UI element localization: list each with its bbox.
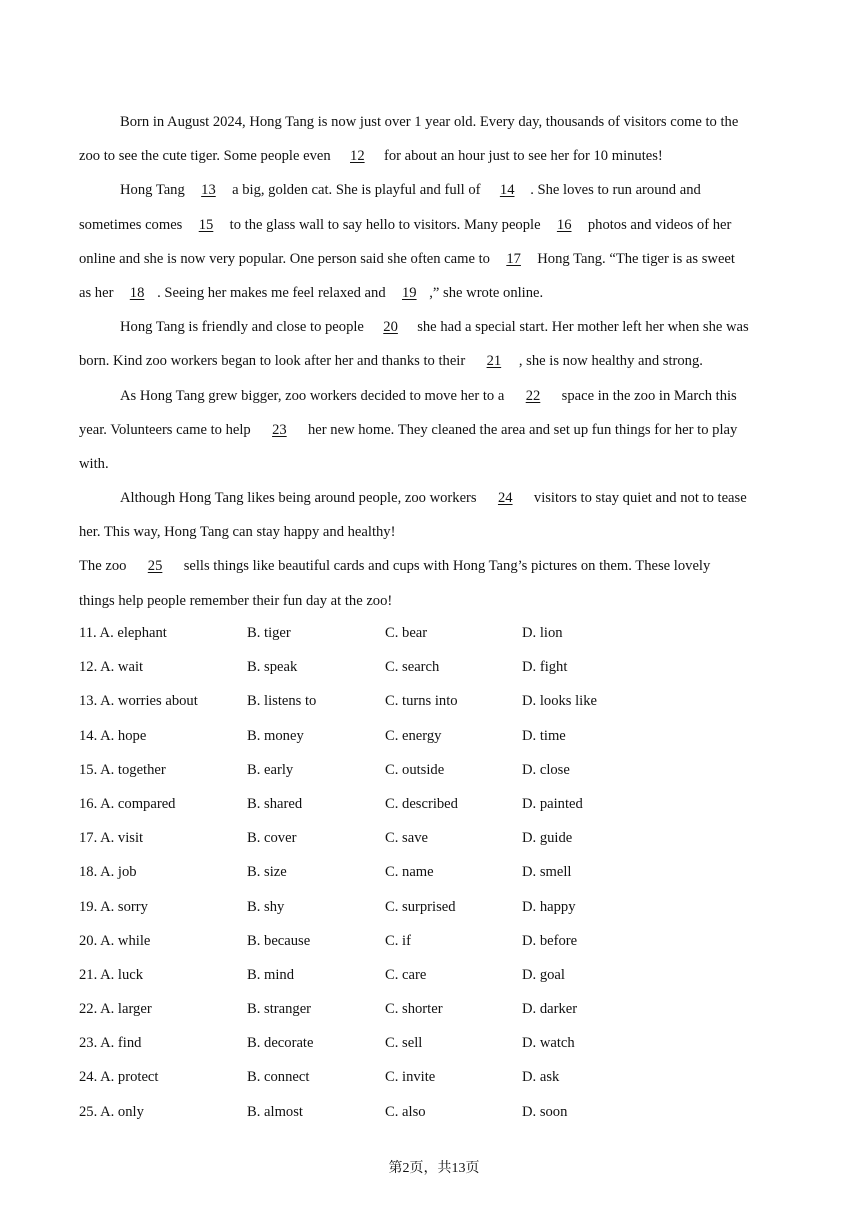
- passage-text: for about an hour just to see her for 10 minutes!: [380, 148, 663, 165]
- option-d: D. looks like: [522, 693, 597, 710]
- blank-21: 21: [486, 353, 502, 370]
- option-c: C. name: [385, 864, 434, 881]
- blank-17: 17: [506, 250, 521, 267]
- option-c: C. if: [385, 932, 411, 949]
- blank-14: 14: [499, 182, 515, 199]
- option-d: D. lion: [522, 625, 563, 641]
- option-c: C. outside: [385, 761, 445, 778]
- option-a: 20. A. while: [79, 932, 151, 949]
- option-a: 25. A. only: [79, 1103, 144, 1120]
- passage-line: [79, 518, 789, 552]
- passage-line: [79, 347, 789, 381]
- passage-line: [79, 484, 789, 518]
- passage-line: [79, 416, 789, 450]
- passage-text: . She loves to run around and: [530, 182, 701, 199]
- blank-12: 12: [350, 148, 365, 165]
- passage-text: zoo to see the cute tiger. Some people even: [79, 148, 335, 165]
- passage-text: born. Kind zoo workers began to look after her and thanks to their: [79, 353, 469, 370]
- option-d: D. fight: [522, 659, 568, 676]
- blank-24: 24: [497, 490, 513, 507]
- option-a: 11. A. elephant: [79, 625, 167, 641]
- blank-15: 15: [198, 216, 214, 233]
- option-a: 22. A. larger: [79, 1001, 152, 1018]
- option-b: B. mind: [247, 966, 295, 983]
- passage-line: [79, 313, 789, 347]
- option-a: 17. A. visit: [79, 830, 144, 847]
- option-a: 14. A. hope: [79, 727, 147, 744]
- option-c: C. sell: [385, 1035, 423, 1052]
- blank-20: 20: [383, 319, 398, 336]
- passage-line: [79, 211, 789, 245]
- option-b: B. cover: [247, 830, 297, 847]
- option-c: C. save: [385, 830, 428, 847]
- blank-23: 23: [272, 421, 287, 438]
- passage-text: she had a special start. Her mother left her when she was: [413, 319, 749, 336]
- page-footer: 第2页，共13页: [388, 1161, 480, 1176]
- passage-line: [79, 108, 789, 142]
- option-b: B. stranger: [247, 1001, 312, 1018]
- option-a: 18. A. job: [79, 864, 137, 881]
- passage-line: [79, 587, 789, 621]
- option-b: B. speak: [247, 659, 298, 676]
- option-d: D. ask: [522, 1069, 560, 1086]
- reading-passage: [79, 108, 789, 621]
- option-c: C. turns into: [385, 693, 458, 710]
- passage-text: Hong Tang is friendly and close to people: [120, 319, 368, 336]
- passage-text: sells things like beautiful cards and cups with Hong Tang’s pictures on them. These lovely: [180, 558, 711, 575]
- passage-text: her. This way, Hong Tang can stay happy and healthy!: [79, 524, 396, 541]
- passage-text: online and she is now very popular. One person said she often came to: [79, 250, 494, 267]
- option-b: B. size: [247, 864, 287, 881]
- option-c: C. shorter: [385, 1001, 443, 1018]
- blank-18: 18: [129, 284, 145, 301]
- option-b: B. tiger: [247, 625, 291, 641]
- passage-text: space in the zoo in March this: [558, 387, 737, 404]
- passage-line: [79, 279, 789, 313]
- option-b: B. shy: [247, 898, 285, 915]
- option-b: B. almost: [247, 1103, 303, 1120]
- passage-text: Hong Tang. “The tiger is as sweet: [533, 250, 735, 267]
- option-b: B. listens to: [247, 693, 317, 710]
- option-c: C. care: [385, 966, 427, 983]
- blank-22: 22: [525, 387, 541, 404]
- option-a: 21. A. luck: [79, 966, 144, 983]
- passage-text: her new home. They cleaned the area and set up fun things for her to play: [304, 421, 738, 438]
- passage-text: as her: [79, 284, 118, 301]
- blank-13: 13: [201, 182, 216, 199]
- blank-25: 25: [147, 558, 163, 575]
- passage-text: Although Hong Tang likes being around people, zoo workers: [120, 490, 481, 507]
- option-b: B. money: [247, 727, 304, 744]
- passage-line: [79, 450, 789, 484]
- option-a: 12. A. wait: [79, 659, 144, 676]
- passage-line: [79, 176, 789, 210]
- passage-text: . Seeing her makes me feel relaxed and: [157, 284, 390, 301]
- option-c: C. invite: [385, 1069, 436, 1086]
- option-b: B. connect: [247, 1069, 310, 1086]
- blank-19: 19: [401, 284, 417, 301]
- option-d: D. smell: [522, 864, 572, 881]
- passage-text: ,” she wrote online.: [429, 284, 544, 301]
- option-b: B. because: [247, 932, 311, 949]
- option-d: D. watch: [522, 1035, 575, 1052]
- option-d: D. soon: [522, 1103, 568, 1120]
- option-d: D. happy: [522, 898, 576, 915]
- option-c: C. also: [385, 1103, 426, 1120]
- passage-text: year. Volunteers came to help: [79, 421, 255, 438]
- option-a: 23. A. find: [79, 1035, 142, 1052]
- option-d: D. darker: [522, 1001, 578, 1018]
- passage-line: [79, 552, 789, 586]
- option-b: B. early: [247, 761, 294, 778]
- passage-text: As Hong Tang grew bigger, zoo workers decided to move her to a: [120, 387, 508, 404]
- passage-text: , she is now healthy and strong.: [518, 353, 703, 370]
- option-a: 19. A. sorry: [79, 898, 148, 915]
- passage-text: with.: [79, 455, 109, 472]
- option-c: C. described: [385, 795, 458, 812]
- option-d: D. goal: [522, 966, 565, 983]
- option-b: B. shared: [247, 795, 303, 812]
- option-c: C. bear: [385, 625, 428, 641]
- option-a: 15. A. together: [79, 761, 166, 778]
- option-a: 16. A. compared: [79, 795, 176, 812]
- option-c: C. search: [385, 659, 440, 676]
- passage-text: The zoo: [79, 558, 131, 575]
- option-d: D. close: [522, 761, 570, 778]
- option-b: B. decorate: [247, 1035, 314, 1052]
- option-a: 24. A. protect: [79, 1069, 159, 1086]
- passage-line: [79, 382, 789, 416]
- passage-text: things help people remember their fun day at the zoo!: [79, 592, 393, 609]
- option-c: C. energy: [385, 727, 442, 744]
- option-d: D. guide: [522, 830, 573, 847]
- option-d: D. painted: [522, 795, 583, 812]
- passage-text: visitors to stay quiet and not to tease: [530, 490, 747, 507]
- blank-16: 16: [556, 216, 572, 233]
- option-a: 13. A. worries about: [79, 693, 198, 710]
- passage-line: [79, 142, 789, 176]
- option-d: D. before: [522, 932, 578, 949]
- option-d: D. time: [522, 727, 566, 744]
- passage-text: Born in August 2024, Hong Tang is now just over 1 year old. Every day, thousands of visitors come to the: [120, 114, 739, 130]
- passage-text: photos and videos of her: [584, 216, 732, 233]
- passage-text: Hong Tang: [120, 182, 189, 199]
- passage-text: sometimes comes: [79, 216, 187, 233]
- passage-text: to the glass wall to say hello to visitors. Many people: [226, 216, 545, 233]
- option-c: C. surprised: [385, 898, 456, 915]
- passage-text: a big, golden cat. She is playful and full of: [228, 182, 485, 199]
- passage-line: [79, 245, 789, 279]
